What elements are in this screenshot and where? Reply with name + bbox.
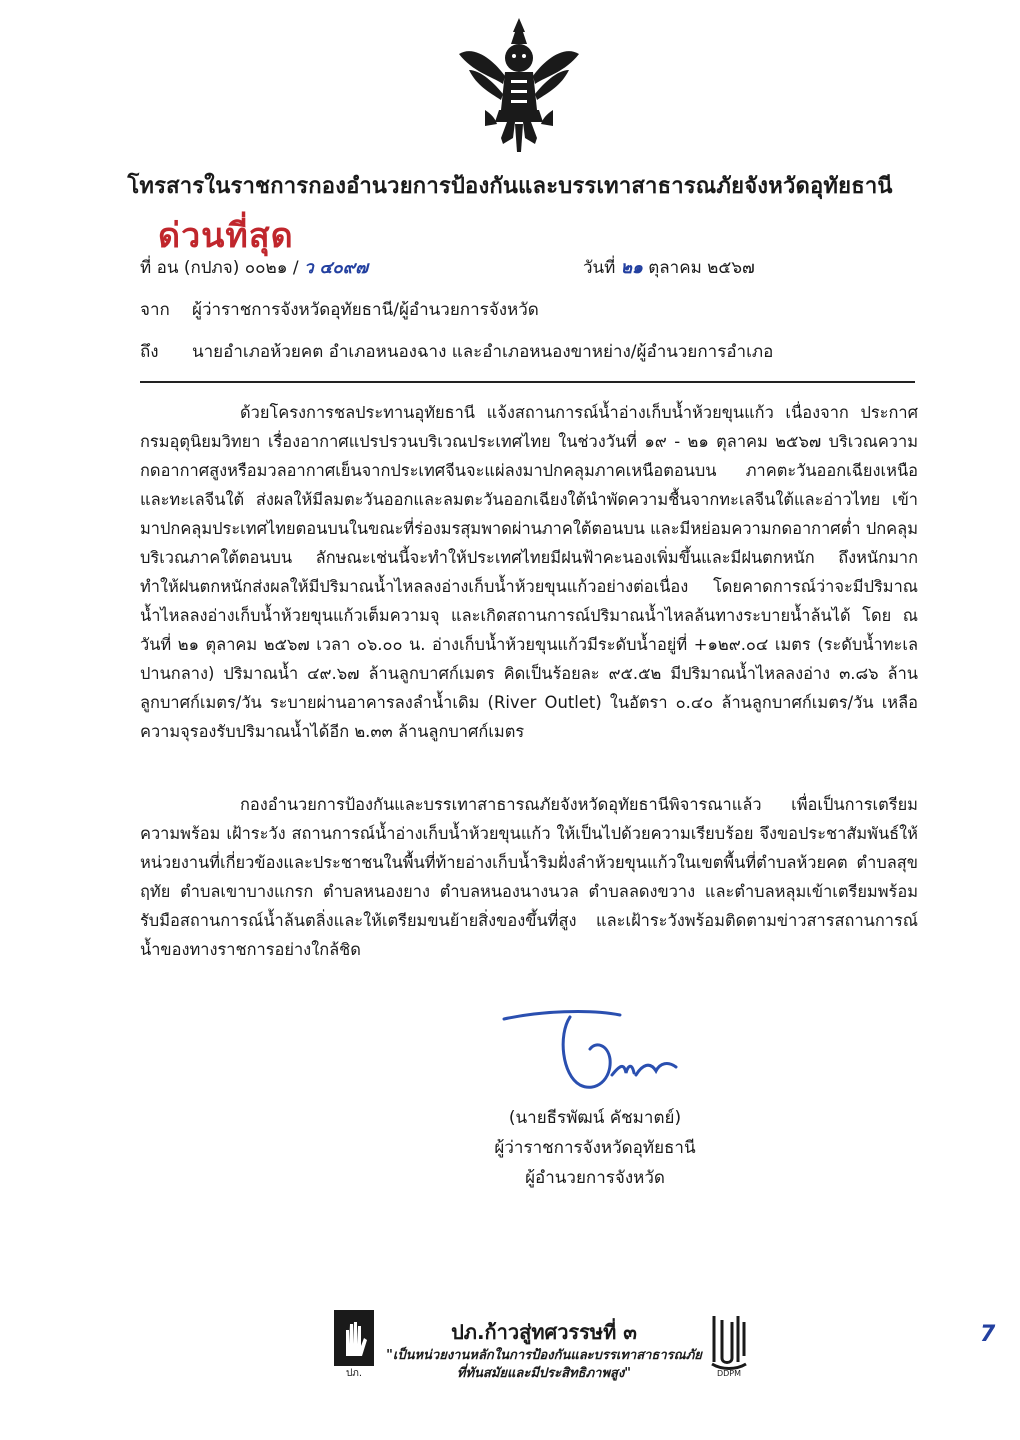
header-divider bbox=[140, 381, 915, 383]
reference-number-prefix: ที่ อน (กปภจ) ๐๐๒๑ / bbox=[140, 258, 299, 278]
body-paragraph-2: กองอำนวยการป้องกันและบรรเทาสาธารณภัยจังหวัดอุทัยธานีพิจารณาแล้ว เพื่อเป็นการเตรียมความพร้อม เฝ้าระวัง สถานการณ์น้ำอ่างเก็บน้ำห้วยขุนแก้ว ให้เป็นไปด้วยความเรียบร้อย จึงขอประชาสัมพันธ์ให้หน่วยงานที่เกี่ยวข้องและประชาชนในพื้นที่ท้ายอ่างเก็บน้ำริมฝั่งลำห้วยขุนแก้วในเขตพื้นที่ตำบลห้วยคต ตำบลสุขฤทัย ตำบลเขาบางแกรก ตำบลหนองยาง ตำบลหนองนางนวล ตำบลลดงขวาง และตำบลหลุมเข้าเตรียมพร้อมรับมือสถานการณ์น้ำล้นตลิ่งและให้เตรียมขนย้ายสิ่งของขึ้นที่สูง และเฝ้าระวังพร้อมติดตามข่าวสารสถานการณ์น้ำของทางราชการอย่างใกล้ชิด bbox=[140, 795, 918, 959]
signatory-position-2: ผู้อำนวยการจังหวัด bbox=[525, 1168, 665, 1188]
body-paragraph-1: ด้วยโครงการชลประทานอุทัยธานี แจ้งสถานการณ์น้ำอ่างเก็บน้ำห้วยขุนแก้ว เนื่องจาก ประกาศกรมอุตุนิยมวิทยา เรื่องอากาศแปรปรวนบริเวณประเทศไทย ในช่วงวันที่ ๑๙ - ๒๑ ตุลาคม ๒๕๖๗ บริเวณความกดอากาศสูงหรือมวลอากาศเย็นจากประเทศจีนจะแผ่ลงมาปกคลุมภาคเหนือตอนบน ภาคตะวันออกเฉียงเหนือ และทะเลจีนใต้ ส่งผลให้มีลมตะวันออกและลมตะวันออกเฉียงใต้นำพัดความชื้นจากทะเลจีนใต้และอ่าวไทย เข้ามาปกคลุมประเทศไทยตอนบนในขณะที่ร่องมรสุมพาดผ่านภาคใต้ตอนบน และมีหย่อมความกดอากาศต่ำ ปกคลุมบริเวณภาคใต้ตอนบน ลักษณะเช่นนี้จะทำให้ประเทศไทยมีฝนฟ้าคะนองเพิ่มขึ้นและมีฝนตกหนัก ถึงหนักมาก ทำให้ฝนตกหนักส่งผลให้มีปริมาณน้ำไหลลงอ่างเก็บน้ำห้วยขุนแก้วอย่างต่อเนื่อง โดยคาดการณ์ว่าจะมีปริมาณน้ำไหลลงอ่างเก็บน้ำห้วยขุนแก้วเต็มความจุ และเกิดสถานการณ์ปริมาณน้ำไหลล้นทางระบายน้ำล้นได้ โดย ณ วันที่ ๒๑ ตุลาคม ๒๕๖๗ เวลา ๐๖.๐๐ น. อ่างเก็บน้ำห้วยขุนแก้วมีระดับน้ำอยู่ที่ +๑๒๙.๐๔ เมตร (ระดับน้ำทะเลปานกลาง) ปริมาณน้ำ ๔๙.๖๗ ล้านลูกบาศก์เมตร คิดเป็นร้อยละ ๙๕.๕๒ มีปริมาณน้ำไหลลงอ่าง ๓.๘๖ ล้านลูกบาศก์เมตร/วัน ระบายผ่านอาคารลงลำน้ำเดิม (River Outlet) ในอัตรา ๐.๔๐ ล้านลูกบาศก์เมตร/วัน เหลือความจุรองรับปริมาณน้ำได้อีก ๒.๓๓ ล้านลูกบาศก์เมตร bbox=[140, 403, 918, 741]
ddpm-anniversary-logo-icon bbox=[708, 1312, 750, 1378]
footer-slogan-line-1: "เป็นหน่วยงานหลักในการป้องกันและบรรเทาสาธารณภัย bbox=[386, 1348, 702, 1363]
from-line bbox=[140, 296, 539, 323]
from-value: ผู้ว่าราชการจังหวัดอุทัยธานี/ผู้อำนวยการจังหวัด bbox=[192, 300, 539, 320]
document-title: โทรสารในราชการกองอำนวยการป้องกันและบรรเทาสาธารณภัยจังหวัดอุทัยธานี bbox=[127, 174, 893, 199]
signatory-name: (นายธีรพัฒน์ คัชมาตย์) bbox=[508, 1108, 682, 1128]
footer-slogan-line-2: ที่ทันสมัยและมีประสิทธิภาพสูง" bbox=[456, 1366, 632, 1381]
page-mark: 7 bbox=[980, 1322, 996, 1347]
signatory-position-1: ผู้ว่าราชการจังหวัดอุทัยธานี bbox=[494, 1138, 696, 1158]
date-prefix: วันที่ bbox=[583, 258, 616, 278]
to-line bbox=[140, 338, 773, 365]
footer-slogan-title: ปภ.ก้าวสู่ทศวรรษที่ ๓ bbox=[451, 1320, 637, 1344]
ddpm-anniversary-logo-label: DDPM bbox=[716, 1369, 742, 1378]
urgent-stamp: ด่วนที่สุด bbox=[158, 216, 294, 256]
date-rest: ตุลาคม ๒๕๖๗ bbox=[648, 258, 755, 278]
reference-number-handwritten: ว ๔๐๙๗ bbox=[304, 258, 369, 278]
document-date bbox=[583, 254, 755, 281]
reference-number bbox=[140, 254, 368, 281]
from-label: จาก bbox=[140, 300, 170, 320]
ddpm-hand-logo-icon bbox=[334, 1310, 374, 1378]
date-day-handwritten: ๒๑ bbox=[620, 258, 643, 278]
garuda-emblem-icon bbox=[455, 14, 583, 154]
to-value: นายอำเภอห้วยคต อำเภอหนองฉาง และอำเภอหนองขาหย่าง/ผู้อำนวยการอำเภอ bbox=[192, 342, 774, 362]
handwritten-signature bbox=[500, 1005, 700, 1095]
ddpm-hand-logo-label: ปภ. bbox=[345, 1368, 363, 1378]
to-label: ถึง bbox=[140, 342, 159, 362]
